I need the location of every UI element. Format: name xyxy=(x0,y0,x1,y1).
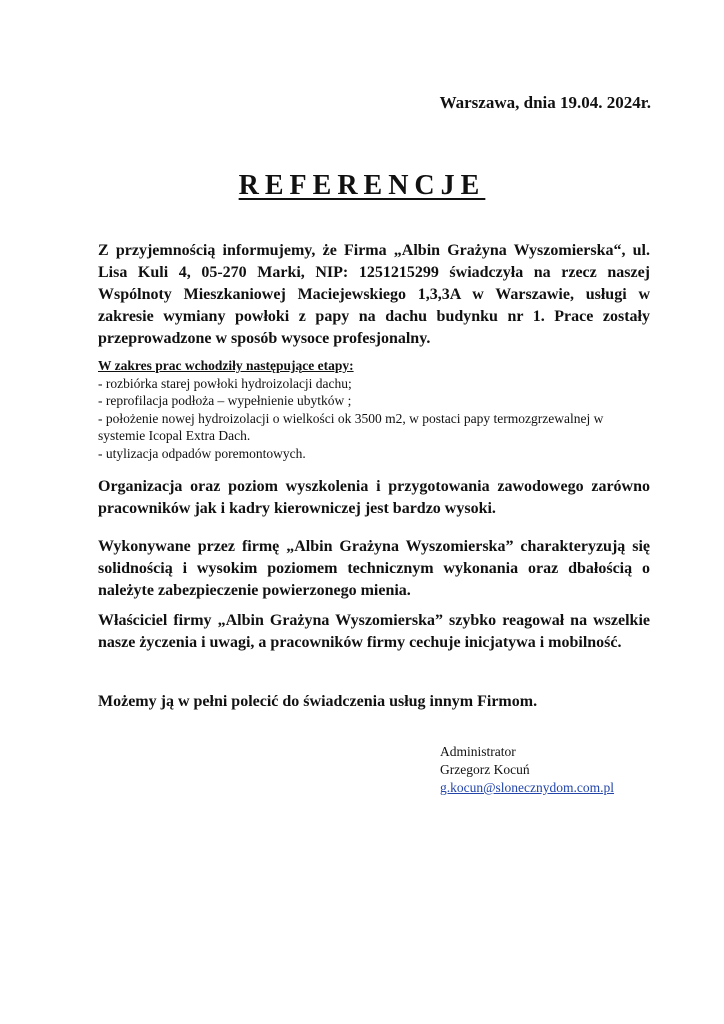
intro-paragraph: Z przyjemnością informujemy, że Firma „Albin Grażyna Wyszomierska“, ul. Lisa Kuli 4, 05-270 Marki, NIP: 1251215299 świadczyła na rzecz naszej Wspólnoty Mieszkaniowej Maciejewskiego 1,3,3A w Warszawie, usługi w zakresie wymiany powłoki z papy na dachu budynku nr 1. Prace zostały przeprowadzone w sposób wysoce profesjonalny. xyxy=(98,242,650,347)
organization-paragraph: Organizacja oraz poziom wyszkolenia i przygotowania zawodowego zarówno pracowników jak i kadry kierowniczej jest bardzo wysoki. xyxy=(98,478,650,517)
signature-email-link[interactable]: g.kocun@slonecznydom.com.pl xyxy=(440,780,615,795)
quality-paragraph: Wykonywane przez firmę „Albin Grażyna Wyszomierska” charakteryzują się solidnością i wysokim poziomem technicznym wykonania oraz dbałością o należyte zabezpieczenie powierzonego mienia. xyxy=(98,538,650,599)
signature-name: Grzegorz Kocuń xyxy=(440,762,530,777)
scope-item: - położenie nowej hydroizolacji o wielkości ok 3500 m2, w postaci papy termozgrzewalnej w xyxy=(98,410,604,426)
scope-item: systemie Icopal Extra Dach. xyxy=(98,428,251,443)
document-date: Warszawa, dnia 19.04. 2024r. xyxy=(439,93,651,112)
signature-block xyxy=(440,743,614,797)
scope-item: - rozbiórka starej powłoki hydroizolacji dachu; xyxy=(98,375,352,391)
scope-heading: W zakres prac wchodziły następujące etapy: xyxy=(98,358,354,373)
scope-of-work xyxy=(98,357,658,462)
owner-paragraph: Właściciel firmy „Albin Grażyna Wyszomierska” szybko reagował na wszelkie nasze życzenia i uwagi, a pracowników firmy cechuje inicjatywa i mobilność. xyxy=(98,612,650,651)
scope-item: - reprofilacja podłoża – wypełnienie ubytków ; xyxy=(98,393,352,408)
recommendation-paragraph: Możemy ją w pełni polecić do świadczenia usług innym Firmom. xyxy=(98,693,538,710)
document-title: REFERENCJE xyxy=(238,170,486,201)
signature-role: Administrator xyxy=(440,744,516,759)
scope-item: - utylizacja odpadów poremontowych. xyxy=(98,445,306,461)
